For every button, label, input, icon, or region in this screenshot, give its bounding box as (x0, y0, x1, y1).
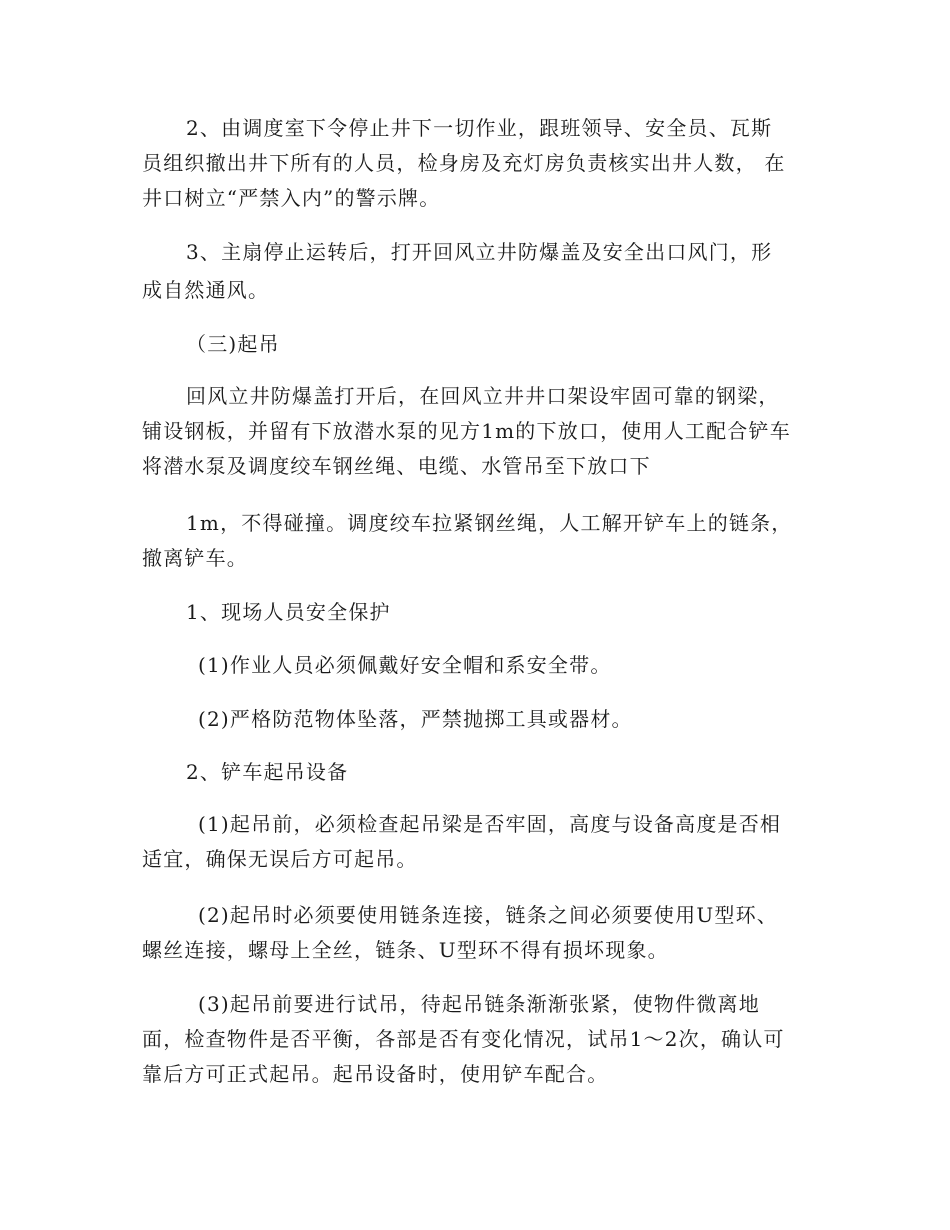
list-item-continuation: 适宜，确保无误后方可起吊。 (142, 847, 418, 871)
paragraph-line: 3、主扇停止运转后，打开回风立井防爆盖及安全出口风门，形 (186, 240, 773, 264)
list-item-continuation: 面，检查物件是否平衡，各部是否有变化情况，试吊1～2次，确认可 (142, 1027, 785, 1051)
paragraph-line: 撤离铲车。 (142, 546, 248, 570)
paragraph-line: 回风立井防爆盖打开后，在回风立井井口架设牢固可靠的钢梁， (186, 384, 780, 408)
paragraph-line: 2、由调度室下令停止井下一切作业，跟班领导、安全员、瓦斯 (186, 116, 773, 140)
paragraph-line: 井口树立“严禁入内”的警示牌。 (142, 186, 441, 210)
list-item-continuation: 靠后方可正式起吊。起吊设备时，使用铲车配合。 (142, 1062, 609, 1086)
subheading: 2、铲车起吊设备 (186, 760, 349, 784)
list-item-continuation: 螺丝连接，螺母上全丝，链条、U型环不得有损坏现象。 (142, 938, 669, 962)
paragraph-line: 铺设钢板，并留有下放潜水泵的见方1m的下放口，使用人工配合铲车 (142, 419, 791, 443)
list-item: (1)起吊前，必须检查起吊梁是否牢固，高度与设备高度是否相 (198, 812, 782, 836)
paragraph-line: 成自然通风。 (142, 278, 270, 302)
list-item: (1)作业人员必须佩戴好安全帽和系安全带。 (198, 653, 612, 677)
list-item: (2)起吊时必须要使用链条连接，链条之间必须要使用U型环、 (198, 903, 778, 927)
subheading: 1、现场人员安全保护 (186, 600, 391, 624)
paragraph-line: 员组织撤出井下所有的人员，检身房及充灯房负责核实出井人数， 在 (142, 151, 786, 175)
list-item: (3)起吊前要进行试吊，待起吊链条渐渐张紧，使物件微离地 (198, 992, 760, 1016)
paragraph-line: 将潜水泵及调度绞车钢丝绳、电缆、水管吊至下放口下 (142, 454, 651, 478)
list-item: (2)严格防范物体坠落，严禁抛掷工具或器材。 (198, 707, 633, 731)
section-heading: （三)起吊 (186, 332, 280, 356)
paragraph-line: 1m，不得碰撞。调度绞车拉紧钢丝绳，人工解开铲车上的链条， (186, 511, 793, 535)
